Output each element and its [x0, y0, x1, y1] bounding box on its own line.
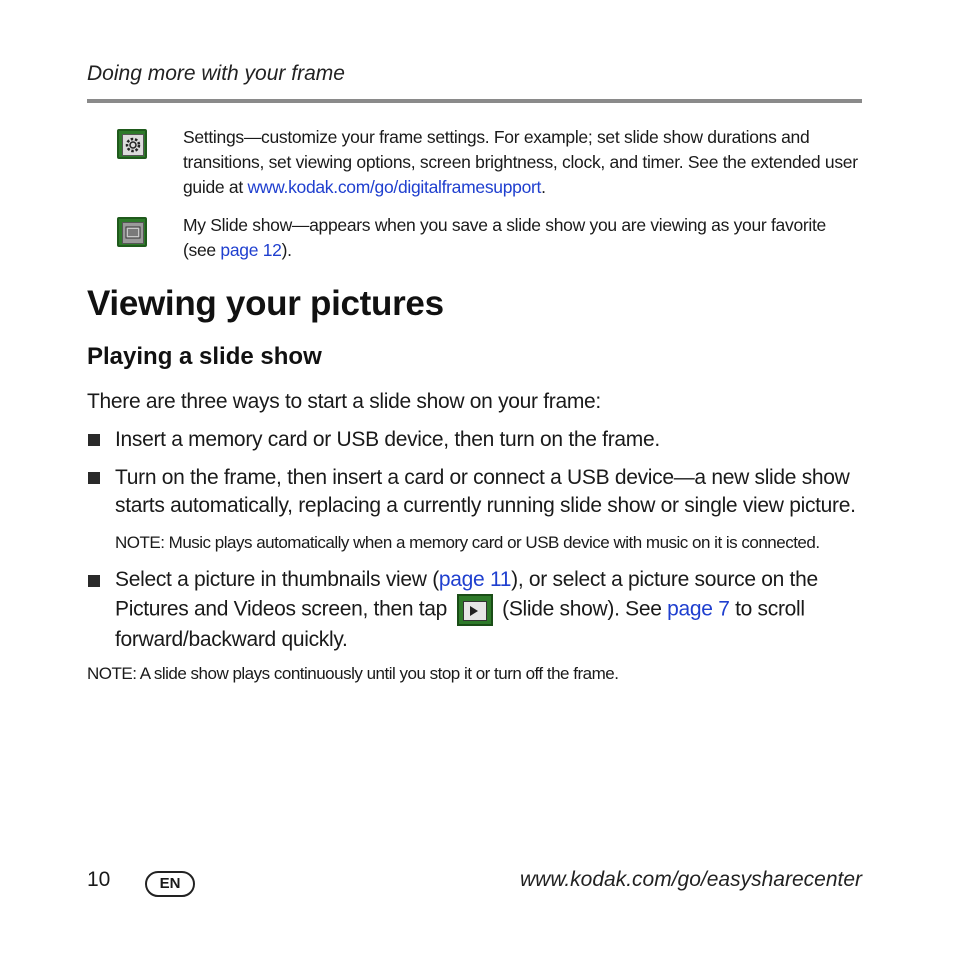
header-rule	[87, 99, 862, 103]
my-slide-show-text: My Slide show—appears when you save a slide show you are viewing as your favorite (see	[183, 215, 826, 260]
bullet-marker	[88, 434, 100, 446]
page-11-link[interactable]: page 11	[438, 568, 512, 591]
bullet-3-part1: Select a picture in thumbnails view (	[115, 568, 439, 591]
digitalframesupport-link[interactable]: www.kodak.com/go/digitalframesupport	[247, 177, 542, 197]
bullet-3-part2: ), or select a picture source on the	[511, 568, 818, 591]
my-slide-show-description	[183, 213, 858, 263]
bullet-2-text: Turn on the frame, then insert a card or connect a USB device—a new slide show starts automatically, replacing a currently running slide show or single view picture.	[115, 466, 856, 517]
settings-gear-icon	[117, 129, 147, 159]
bullet-3-line-2	[115, 594, 860, 626]
my-slide-show-text-end: ).	[281, 240, 292, 260]
my-slide-show-icon	[117, 217, 147, 247]
bullet-3-part5: to scroll	[729, 597, 805, 621]
running-header: Doing more with your frame	[87, 62, 345, 85]
bullet-1-text: Insert a memory card or USB device, then turn on the frame.	[115, 428, 660, 451]
intro-text: There are three ways to start a slide show on your frame:	[87, 390, 601, 413]
settings-text-end: .	[541, 177, 546, 197]
section-title: Viewing your pictures	[87, 284, 444, 323]
settings-description	[183, 125, 858, 200]
bullet-marker	[88, 575, 100, 587]
bullet-3-part4: (Slide show). See	[502, 597, 668, 621]
bullet-3-text	[115, 566, 860, 654]
page-number: 10	[87, 868, 111, 891]
settings-text: Settings—customize your frame settings. For example; set slide show durations and transitions, set viewing options, screen brightness, clock, and timer. See the extended user guide at	[183, 127, 858, 197]
page-12-link[interactable]: page 12	[220, 240, 282, 260]
slide-show-note: NOTE: A slide show plays continuously until you stop it or turn off the frame.	[87, 664, 619, 683]
footer-url: www.kodak.com/go/easysharecenter	[520, 868, 862, 891]
bullet-marker	[88, 472, 100, 484]
bullet-2-note: NOTE: Music plays automatically when a memory card or USB device with music on it is connected.	[115, 533, 820, 552]
slide-show-icon	[457, 594, 493, 626]
bullet-3-line-3: forward/backward quickly.	[115, 628, 348, 651]
bullet-3-line-1	[115, 566, 860, 594]
language-badge: EN	[145, 871, 195, 897]
section-subtitle: Playing a slide show	[87, 343, 322, 370]
page-7-link[interactable]: page 7	[667, 597, 730, 621]
bullet-3-part3: Pictures and Videos screen, then tap	[115, 597, 448, 621]
